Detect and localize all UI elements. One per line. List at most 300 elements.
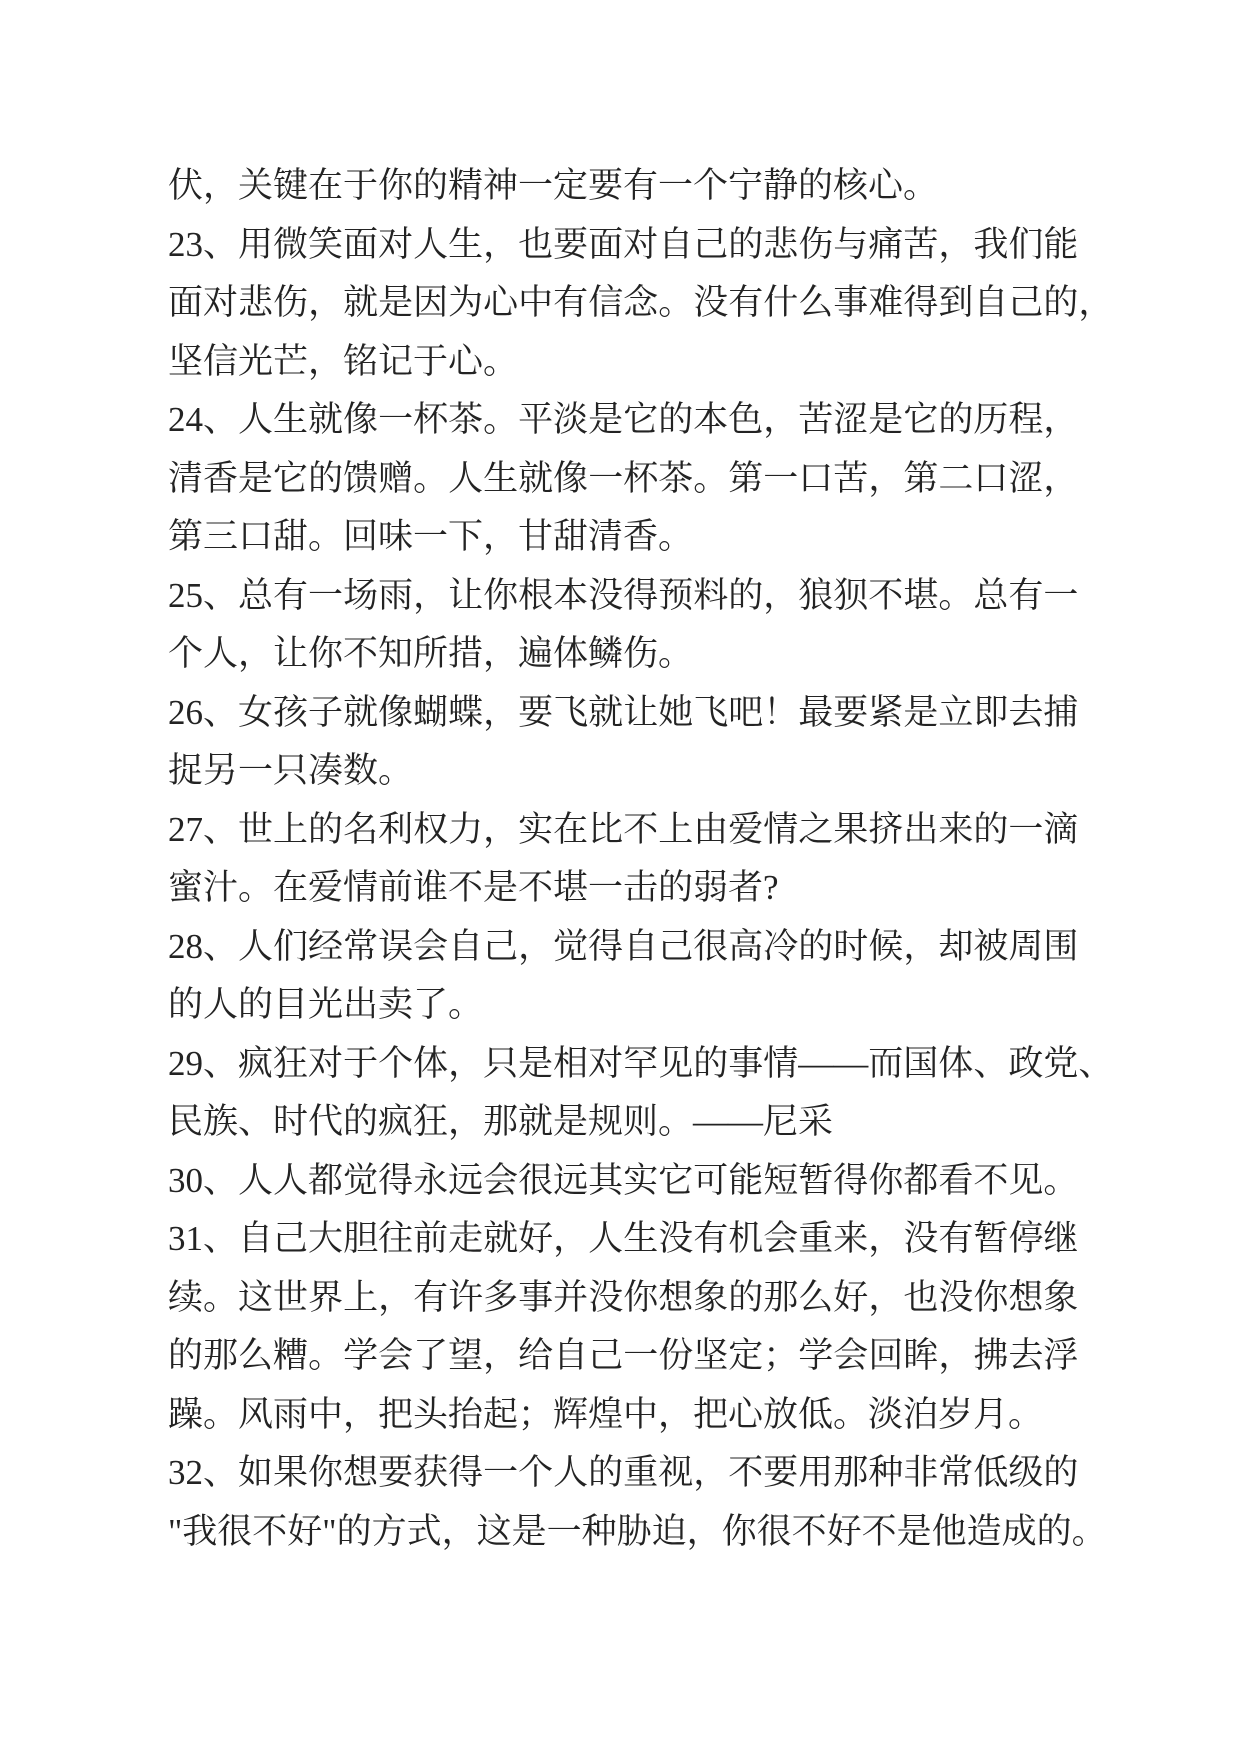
text-char: 1 [185,1219,203,1258]
text-char: 糟 [273,1336,309,1375]
text-line [168,684,1079,743]
text-char: 高 [728,926,764,966]
text-char: 对 [203,283,239,322]
text-char: 可 [693,1160,729,1200]
text-char: 生 [483,458,519,498]
text-char: ， [763,400,799,439]
text-char: 经 [308,926,344,966]
text-char: 暂 [798,1160,834,1200]
text-char: 要 [833,692,869,732]
text-char: 会 [833,1336,869,1375]
text-char: 远 [553,1160,589,1200]
text-char: 。 [693,458,729,498]
text-char: 的 [1043,283,1079,322]
text-char: 眸 [903,1336,939,1375]
text-char: 不 [973,1160,1009,1200]
text-char: 要 [518,692,554,732]
text-char: 见 [658,1043,694,1083]
text-char: 己 [693,224,729,264]
text-line: 第三口甜。回味一下，甘甜清香。 [168,517,694,556]
text-char: 己 [483,926,519,966]
text-char: 事 [728,1043,764,1083]
text-char: 情 [763,809,799,849]
text-char: 平 [518,400,554,439]
text-char: 生 [273,400,309,439]
text-char: 女 [238,692,274,732]
text-char: ， [483,809,519,849]
text-line [168,918,1079,977]
text-char: 一 [378,400,414,439]
text-char: 的 [728,1277,764,1317]
text-char: 就 [483,1219,519,1258]
text-char: 7 [185,809,203,849]
text-char: 狼 [798,575,834,615]
text-char: 重 [623,1453,659,1492]
text-char: 吧 [728,692,764,732]
text-char: 体 [938,1043,974,1083]
text-char: ， [518,926,554,966]
text-char: 没 [903,1219,939,1258]
text-char: 。 [308,1336,344,1375]
text-char: 念 [623,283,659,322]
text-char: 紧 [868,692,904,732]
text-char: 什 [763,283,799,322]
text-char: 不 [623,809,659,849]
text-char: 好 [518,1219,554,1258]
text-char: ， [413,575,449,615]
text-char: 候 [868,926,904,966]
text-char: 给 [518,1336,554,1375]
text-char: 。 [203,1277,239,1317]
text-char: 是 [378,283,414,322]
text-char: 是 [903,692,939,732]
text-char: 用 [238,224,274,264]
text-char: 没 [693,283,729,322]
text-char: 会 [413,926,449,966]
text-char: 因 [413,283,449,322]
text-char: 一 [588,458,624,498]
text-line [168,801,1079,860]
text-char: 罕 [623,1043,659,1083]
text-char: 它 [273,458,309,498]
text-char: ， [868,1277,904,1317]
text-char: 。 [658,283,694,322]
text-char: 对 [308,1043,344,1083]
text-char: ， [868,1219,904,1258]
text-char: 了 [413,1336,449,1375]
text-char: 我 [973,224,1009,264]
text-char: 己 [1008,283,1044,322]
text-char: 并 [553,1277,589,1317]
text-char: 即 [973,692,1009,732]
text-char: 飞 [693,692,729,732]
text-char: 浮 [1043,1336,1079,1375]
text-char: 像 [343,400,379,439]
text-char: 去 [1008,692,1044,732]
text-char: 有 [1008,575,1044,615]
text-char: 在 [553,809,589,849]
text-char: 冷 [763,926,799,966]
text-char: 出 [903,809,939,849]
text-char: 口 [798,458,834,498]
text-char: 香 [203,458,239,498]
text-char: 孩 [273,692,309,732]
text-line [168,1210,1079,1269]
text-char: 常 [343,926,379,966]
text-char: 人 [273,1160,309,1200]
text-char: 爱 [728,809,764,849]
text-char: 那 [763,1277,799,1317]
text-char: ， [308,283,344,322]
text-char: 2 [185,1453,203,1492]
text-char: 对 [588,1043,624,1083]
text-char: 其 [588,1160,624,1200]
text-char: 视 [658,1453,694,1492]
text-char: 为 [448,283,484,322]
text-char: ， [938,224,974,264]
text-char: 清 [168,458,204,498]
text-char: 得 [833,1160,869,1200]
text-char: 实 [518,809,554,849]
text-char: 那 [203,1336,239,1375]
text-char: 人 [413,224,449,264]
text-char: 2 [168,926,186,966]
text-char: 继 [1043,1219,1079,1258]
text-char: ， [483,1336,519,1375]
text-char: 有 [413,1277,449,1317]
text-char: 是 [868,400,904,439]
text-char: ， [483,224,519,264]
text-char: 这 [238,1277,274,1317]
text-char: 权 [413,809,449,849]
text-char: 的 [1043,1453,1079,1492]
text-char: 到 [938,283,974,322]
text-char: 情 [763,1043,799,1083]
text-char: 预 [658,575,694,615]
text-char: 让 [448,575,484,615]
text-char: 3 [168,1219,186,1258]
text-char: 想 [658,1277,694,1317]
text-char: 没 [588,575,624,615]
text-char: ， [553,1219,589,1258]
text-char: 2 [168,1043,186,1083]
text-char: 程 [1008,400,1044,439]
text-char: 8 [185,926,203,966]
text-char: 飞 [553,692,589,732]
text-char: 茶 [658,458,694,498]
text-char: 事 [833,283,869,322]
text-char: — [833,1043,869,1083]
text-char: 赠 [378,458,414,498]
text-char: 的 [728,224,764,264]
text-char: 。 [1043,1160,1079,1200]
text-char: 都 [903,1160,939,1200]
text-char: 己 [273,1219,309,1258]
text-char: ， [763,575,799,615]
text-char: 远 [448,1160,484,1200]
text-char: 非 [903,1453,939,1492]
text-line: 蜜汁。在爱情前谁不是不堪一击的弱者? [168,868,779,907]
text-char: 有 [693,1219,729,1258]
text-char: 堪 [903,575,939,615]
document-body [168,157,1114,1561]
text-char: 相 [553,1043,589,1083]
text-char: 9 [185,1043,203,1083]
text-char: 机 [728,1219,764,1258]
text-char: 疯 [238,1043,274,1083]
text-char: 面 [168,283,204,322]
text-char: 时 [833,926,869,966]
text-char: 总 [973,575,1009,615]
text-char: 看 [938,1160,974,1200]
text-char: 要 [763,1453,799,1492]
text-char: 政 [1008,1043,1044,1083]
text-char: 伤 [798,224,834,264]
text-char: 停 [1008,1219,1044,1258]
text-line [168,216,1079,275]
text-char: 6 [185,692,203,732]
text-char: 们 [273,926,309,966]
text-char: 么 [798,283,834,322]
text-char: ， [483,692,519,732]
text-char: 想 [1008,1277,1044,1317]
text-char: 、 [203,1043,239,1083]
text-char: 学 [343,1336,379,1375]
text-char: 场 [343,575,379,615]
text-line [168,1444,1079,1503]
text-char: 捕 [1043,692,1079,732]
text-char: 5 [185,575,203,615]
text-char: 像 [378,692,414,732]
text-char: 前 [413,1219,449,1258]
text-char: 雨 [378,575,414,615]
text-char: 本 [693,400,729,439]
text-char: 4 [185,400,203,439]
text-char: 低 [973,1453,1009,1492]
text-char: 对 [623,224,659,264]
text-char: 、 [973,1043,1009,1083]
text-line [168,1035,1114,1094]
text-char: 来 [938,809,974,849]
text-char: 你 [308,1453,344,1492]
text-char: 让 [623,692,659,732]
text-char: 得 [588,926,624,966]
text-char: 要 [553,224,589,264]
text-char: 会 [763,1219,799,1258]
text-char: 力 [448,809,484,849]
text-char: 往 [378,1219,414,1258]
text-char: 自 [658,224,694,264]
text-char: 觉 [553,926,589,966]
text-char: 由 [693,809,729,849]
text-char: 党 [1043,1043,1079,1083]
text-char: 料 [693,575,729,615]
text-char: 杯 [623,458,659,498]
text-char: 的 [588,1453,624,1492]
text-char: 要 [378,1453,414,1492]
text-char: 、 [203,926,239,966]
text-char: 狂 [273,1043,309,1083]
text-char: 是 [518,1043,554,1083]
text-char: 立 [938,692,974,732]
text-char: 生 [623,1219,659,1258]
text-char: 一 [308,575,344,615]
text-char: 第 [728,458,764,498]
text-char: 一 [1043,575,1079,615]
text-char: ， [448,1043,484,1083]
text-char: 国 [903,1043,939,1083]
text-char: 实 [623,1160,659,1200]
text-char: 它 [658,1160,694,1200]
text-char: 拂 [973,1336,1009,1375]
text-char: 体 [413,1043,449,1083]
text-char: 蝴 [413,692,449,732]
text-char: ！ [763,692,799,732]
text-char: 己 [588,1336,624,1375]
text-char: 份 [658,1336,694,1375]
text-char: 如 [238,1453,274,1492]
text-char: 么 [798,1277,834,1317]
text-char: 苦 [833,458,869,498]
text-char: 根 [518,575,554,615]
text-char: 总 [238,575,274,615]
text-char: 微 [273,224,309,264]
text-char: 得 [378,1160,414,1200]
text-char: 、 [203,1160,239,1200]
text-char: 常 [938,1453,974,1492]
text-char: 没 [658,1219,694,1258]
text-char: 悲 [763,224,799,264]
text-char: 3 [185,224,203,264]
text-char: 象 [1043,1277,1079,1317]
text-char: 世 [273,1277,309,1317]
text-char: 走 [448,1219,484,1258]
text-char: 很 [693,926,729,966]
text-char: 误 [378,926,414,966]
text-line [168,274,1114,333]
text-char: 得 [623,575,659,615]
text-char: 你 [973,1277,1009,1317]
text-char: 有 [553,283,589,322]
text-char: 获 [413,1453,449,1492]
text-char: 而 [868,1043,904,1083]
text-char: 会 [378,1336,414,1375]
text-char: 一 [1008,809,1044,849]
text-char: 望 [448,1336,484,1375]
text-char: 见 [1008,1160,1044,1200]
text-char: 学 [798,1336,834,1375]
text-line [168,1269,1079,1328]
text-char: 比 [588,809,624,849]
text-char: 上 [273,809,309,849]
text-char: 0 [185,1160,203,1200]
text-char: 也 [518,224,554,264]
text-char: — [798,1043,834,1083]
text-char: 级 [1008,1453,1044,1492]
text-char: 想 [343,1453,379,1492]
text-char: 它 [623,400,659,439]
text-char: 没 [938,1277,974,1317]
text-char: 一 [483,1453,519,1492]
text-char: 2 [168,809,186,849]
text-char: 2 [168,575,186,615]
text-char: 围 [1043,926,1079,966]
text-char: 却 [938,926,974,966]
text-char: 蝶 [448,692,484,732]
text-char: 有 [938,1219,974,1258]
text-char: 涩 [833,400,869,439]
text-char: 就 [343,692,379,732]
text-char: 很 [518,1160,554,1200]
text-char: 自 [553,1336,589,1375]
text-char: 也 [903,1277,939,1317]
text-line: 伏，关键在于你的精神一定要有一个宁静的核心。 [168,166,939,205]
text-char: 二 [938,458,974,498]
text-char: 人 [238,1160,274,1200]
text-char: 生 [448,224,484,264]
text-char: 色 [728,400,764,439]
text-char: 就 [588,692,624,732]
text-line: 坚信光芒，铭记于心。 [168,341,519,381]
text-char: 面 [588,224,624,264]
text-char: 回 [868,1336,904,1375]
text-char: 、 [203,1219,239,1258]
text-char: 、 [203,224,239,264]
text-char: 那 [833,1453,869,1492]
text-char: 世 [238,809,274,849]
text-char: 2 [168,224,186,264]
text-char: 3 [168,1453,186,1492]
text-line: 捉另一只凑数。 [168,751,414,790]
text-char: 人 [588,1219,624,1258]
text-char: ， [868,458,904,498]
text-line [168,391,1079,450]
text-char: 难 [868,283,904,322]
text-char: 人 [238,926,274,966]
text-char: 像 [553,458,589,498]
text-char: 么 [238,1336,274,1375]
text-char: 果 [273,1453,309,1492]
text-char: 人 [238,400,274,439]
text-char: 的 [308,809,344,849]
text-char: 己 [658,926,694,966]
text-char: 的 [938,400,974,439]
text-char: 心 [483,283,519,322]
text-char: 的 [658,400,694,439]
text-char: 大 [308,1219,344,1258]
text-char: 你 [868,1160,904,1200]
text-char: 、 [1078,1043,1114,1083]
text-char: 。 [938,575,974,615]
text-char: 、 [203,809,239,849]
text-char: 胆 [343,1219,379,1258]
text-char: 的 [308,458,344,498]
text-char: 名 [343,809,379,849]
text-line: 躁。风雨中，把头抬起；辉煌中，把心放低。淡泊岁月。 [168,1394,1044,1434]
text-char: 觉 [343,1160,379,1200]
text-line: 民族、时代的疯狂，那就是规则。——尼采 [168,1102,834,1141]
text-char: 多 [483,1277,519,1317]
text-char: 、 [203,1453,239,1492]
text-line [168,1152,1079,1211]
text-char: ， [693,1453,729,1492]
text-char: 得 [448,1453,484,1492]
text-char: 、 [203,692,239,732]
text-char: 重 [798,1219,834,1258]
text-char: 的 [693,1043,729,1083]
text-char: 上 [658,809,694,849]
text-char: 苦 [798,400,834,439]
